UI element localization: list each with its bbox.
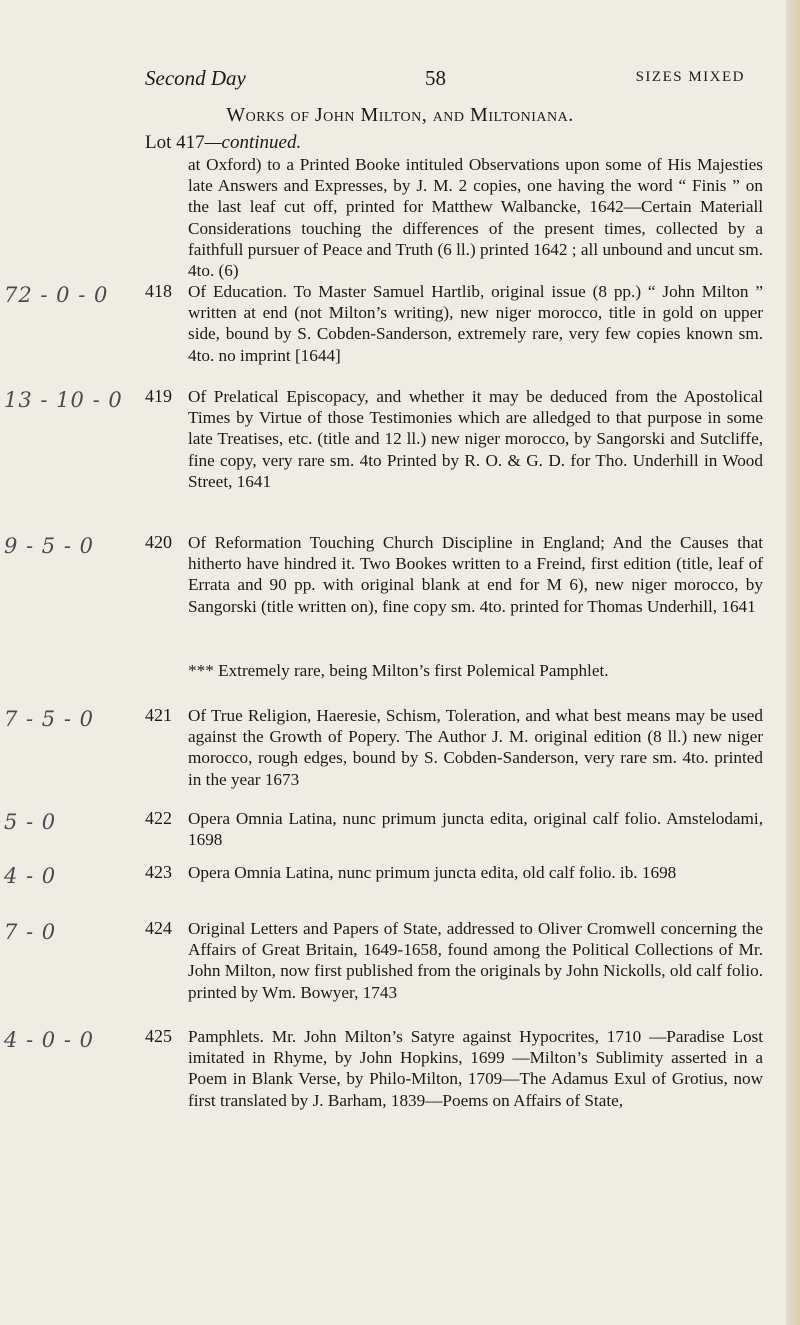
lot-description: Opera Omnia Latina, nunc primum juncta edita, old calf folio. ib. 1698 — [188, 863, 677, 882]
lot-description: at Oxford) to a Printed Booke intituled Observations upon some of His Majesties late Answers and Expresses, by J. M. 2 copies, one having the word “ Finis ” on the last leaf cut off, printed for Matthew Walbancke, 1642—Certain Materiall Considerations touching the differences of the present times, collected by a faithfull pursuer of Peace and Truth (6 ll.) printed 1642 ; all unbound and uncut sm. 4to. (6) — [188, 155, 763, 281]
lot-description: Original Letters and Papers of State, addressed to Oliver Cromwell concerning the Affairs of Great Britain, 1649-1658, found among the Political Collections of Mr. John Milton, now first published from the originals by John Nickolls, old calf folio. printed by Wm. Bowyer, 1743 — [188, 919, 763, 1002]
lot-number: 419 — [145, 386, 172, 406]
lot-number: 420 — [145, 532, 172, 552]
lot-description: Of Education. To Master Samuel Hartlib, original issue (8 pp.) “ John Milton ” written at end (not Milton’s writing), new niger morocco, title in gold on upper side, bound by S. Cobden-Sanderson, extremely rare, very few copies known sm. 4to. no imprint [1644] — [188, 282, 763, 365]
lot-continued: —continued. — [204, 132, 302, 153]
lot-note: *** Extremely rare, being Milton’s first Polemical Pamphlet. — [188, 661, 609, 680]
running-head — [145, 66, 745, 90]
handwritten-price: 9 - 5 - 0 — [4, 534, 94, 558]
lot-number: 421 — [145, 705, 172, 725]
handwritten-price: 7 - 0 — [4, 920, 57, 944]
page-number: 58 — [425, 66, 446, 90]
handwritten-price: 4 - 0 - 0 — [4, 1028, 94, 1052]
lot-number: 425 — [145, 1026, 172, 1046]
lot-description: Of True Religion, Haeresie, Schism, Toleration, and what best means may be used against the Growth of Popery. The Author J. M. original edition (8 ll.) new niger morocco, rough edges, bound by S. Cobden-Sanderson, very rare sm. 4to. printed in the year 1673 — [188, 706, 763, 789]
lot-number: 424 — [145, 918, 172, 938]
section-title: Works of John Milton, and Miltoniana. — [226, 104, 574, 126]
handwritten-price: 4 - 0 — [4, 864, 57, 888]
lot-description: Opera Omnia Latina, nunc primum juncta edita, original calf folio. Amstelodami, 1698 — [188, 809, 763, 850]
section-label: SIZES MIXED — [635, 69, 745, 85]
lot-continuation — [145, 132, 301, 154]
handwritten-price: 5 - 0 — [4, 810, 57, 834]
handwritten-price: 13 - 10 - 0 — [4, 388, 123, 412]
day-label: Second Day — [145, 66, 246, 90]
handwritten-price: 7 - 5 - 0 — [4, 707, 94, 731]
handwritten-price: 72 - 0 - 0 — [4, 283, 109, 307]
lot-number: 418 — [145, 281, 172, 301]
lot-description: Of Reformation Touching Church Discipline in England; And the Causes that hitherto have hindred it. Two Bookes written to a Freind, first edition (title, leaf of Errata and 90 pp. with original blank at end for M 6), new niger morocco, by Sangorski (title written on), fine copy sm. 4to. printed for Thomas Underhill, 1641 — [188, 533, 763, 616]
lot-description: Of Prelatical Episcopacy, and whether it may be deduced from the Apostolical Times by Virtue of those Testimonies which are alledged to that purpose in some late Treatises, etc. (title and 12 ll.) new niger morocco, by Sangorski and Sutcliffe, fine copy, very rare sm. 4to Printed by R. O. & G. D. for Tho. Underhill in Wood Street, 1641 — [188, 387, 763, 491]
lot-description: Pamphlets. Mr. John Milton’s Satyre against Hypocrites, 1710 —Paradise Lost imitated in Rhyme, by John Hopkins, 1699 —Milton’s Sublimity asserted in a Poem in Blank Verse, by Philo-Milton, 1709—The Adamus Exul of Grotius, now first translated by J. Barham, 1839—Poems on Affairs of State, — [188, 1027, 763, 1110]
lot-number: 423 — [145, 862, 172, 882]
page-edge — [786, 0, 800, 1325]
lot-number: 422 — [145, 808, 172, 828]
lot-label: Lot 417 — [145, 132, 205, 153]
